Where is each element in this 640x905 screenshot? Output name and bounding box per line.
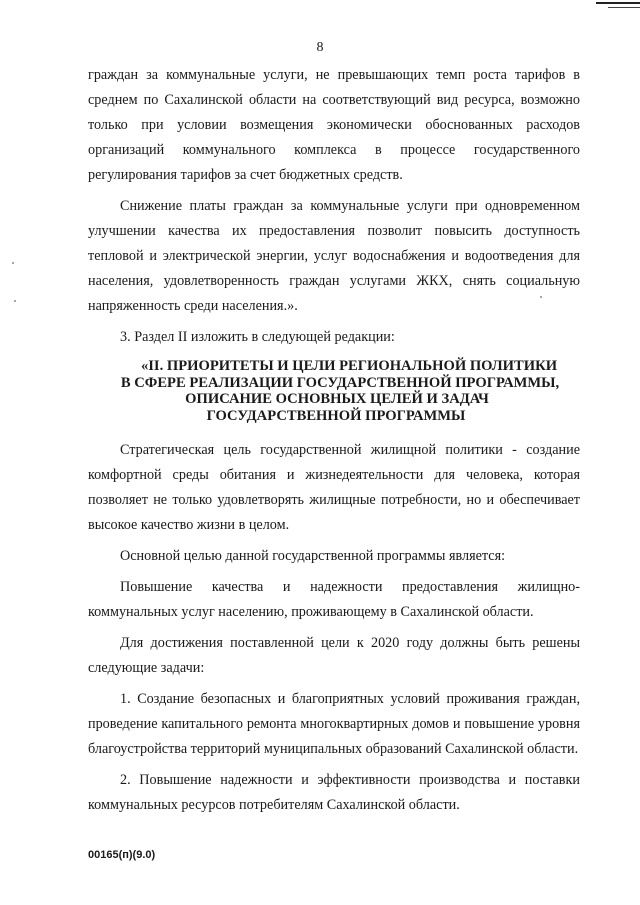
- paragraph-main-goal-intro: Основной целью данной государственной программы является:: [120, 548, 506, 564]
- section-heading-line-1: «II. ПРИОРИТЕТЫ И ЦЕЛИ РЕГИОНАЛЬНОЙ ПОЛИТИКИ: [140, 358, 558, 374]
- scan-speck: [540, 296, 542, 298]
- paragraph-tasks-intro: Для достижения поставленной цели к 2020 году должны быть решены следующие задачи:: [88, 635, 580, 676]
- page-number: 8: [316, 40, 324, 55]
- section-heading-line-2: В СФЕРЕ РЕАЛИЗАЦИИ ГОСУДАРСТВЕННОЙ ПРОГРАММЫ,: [120, 374, 560, 391]
- scan-speck: [12, 262, 14, 264]
- paragraph-task-2: 2. Повышение надежности и эффективности производства и поставки коммунальных ресурсов потребителям Сахалинской области.: [88, 772, 580, 813]
- paragraph-tariff-reduction: Снижение платы граждан за коммунальные услуги при одновременном улучшении качества их предоставления позволит повысить доступность тепловой и электрической энергии, услуг водоснабжения и водоотведения для населения, удовлетворенность граждан услугами ЖКХ, снять социальную напряженность среди населения.».: [88, 198, 580, 314]
- paragraph-main-goal: Повышение качества и надежности предоставления жилищно-коммунальных услуг населению, проживающему в Сахалинской области.: [88, 579, 580, 620]
- document-body: [88, 63, 580, 818]
- paragraph-task-1: 1. Создание безопасных и благоприятных условий проживания граждан, проведение капитального ремонта многоквартирных домов и повышение уровня благоустройства территорий муниципальных образований Сахалинской области.: [88, 691, 580, 757]
- paragraph-strategic-goal: Стратегическая цель государственной жилищной политики - создание комфортной среды обитания и жизнедеятельности для человека, которая позволяет не только удовлетворять жилищные потребности, но и обеспечивает высокое качество жизни в целом.: [88, 442, 580, 533]
- scan-speck: [14, 300, 16, 302]
- paragraph-amendment-item-3: 3. Раздел II изложить в следующей редакции:: [120, 329, 395, 345]
- section-heading-line-3: ОПИСАНИЕ ОСНОВНЫХ ЦЕЛЕЙ И ЗАДАЧ: [185, 391, 489, 407]
- section-heading-line-4: ГОСУДАРСТВЕННОЙ ПРОГРАММЫ: [206, 407, 466, 424]
- document-code: 00165(п)(9.0): [88, 849, 156, 861]
- section-heading: [88, 358, 580, 424]
- paragraph-continuation: граждан за коммунальные услуги, не превышающих темп роста тарифов в среднем по Сахалинской области на соответствующий вид ресурса, возможно только при условии возмещения экономически обоснованных расходов организаций коммунального комплекса в процессе государственного регулирования тарифов за счет бюджетных средств.: [88, 67, 580, 183]
- scan-corner-mark: [596, 0, 640, 10]
